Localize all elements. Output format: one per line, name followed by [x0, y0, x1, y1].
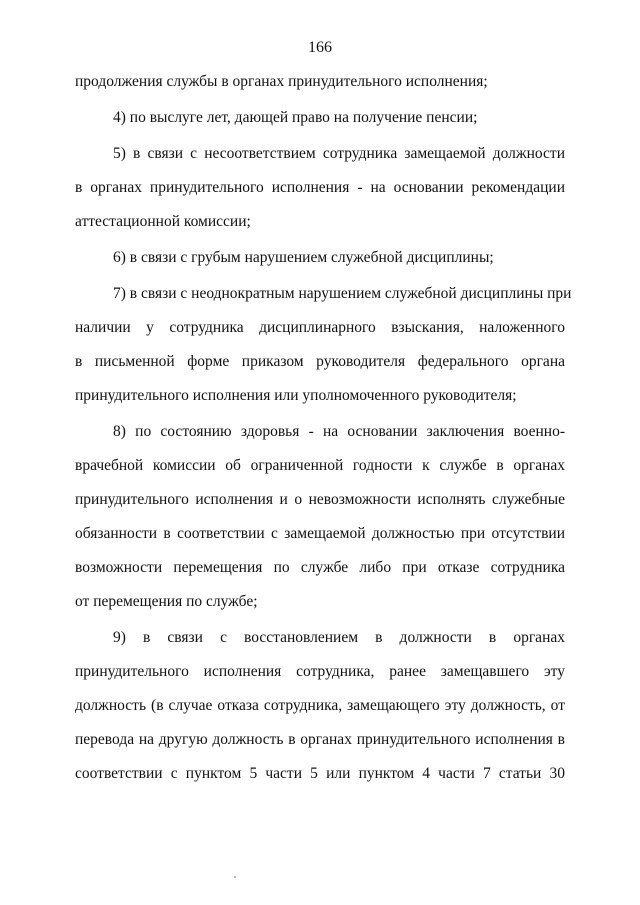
text-line: продолжения службы в органах принудительного исполнения; — [75, 73, 488, 90]
text-line: 6) в связи с грубым нарушением служебной дисциплины; — [113, 249, 494, 266]
text-line: наличии у сотрудника дисциплинарного взыскания, наложенного — [75, 319, 565, 336]
text-line: перевода на другую должность в органах принудительного исполнения в — [75, 731, 565, 748]
text-line: в органах принудительного исполнения - на основании рекомендации — [75, 179, 565, 196]
text-line: должность (в случае отказа сотрудника, замещающего эту должность, от — [75, 697, 565, 714]
text-line: принудительного исполнения или уполномоченного руководителя; — [75, 387, 517, 404]
text-line: 5) в связи с несоответствием сотрудника замещаемой должности — [113, 145, 565, 162]
text-line: принудительного исполнения и о невозможности исполнять служебные — [75, 491, 565, 508]
text-line: 8) по состоянию здоровья - на основании заключения военно- — [113, 423, 565, 440]
text-line: врачебной комиссии об ограниченной годности к службе в органах — [75, 457, 565, 474]
text-line: в письменной форме приказом руководителя федерального органа — [75, 353, 565, 370]
text-line: от перемещения по службе; — [75, 593, 258, 610]
text-line: соответствии с пунктом 5 части 5 или пунктом 4 части 7 статьи 30 — [75, 765, 565, 782]
scan-speck — [234, 876, 236, 878]
text-line: принудительного исполнения сотрудника, ранее замещавшего эту — [75, 663, 565, 680]
page-number: 166 — [308, 39, 332, 56]
text-line: 7) в связи с неоднократным нарушением служебной дисциплины при — [113, 285, 572, 302]
text-line: обязанности в соответствии с замещаемой должностью при отсутствии — [75, 525, 565, 542]
text-line: возможности перемещения по службе либо при отказе сотрудника — [75, 559, 565, 576]
text-line: 9) в связи с восстановлением в должности в органах — [113, 629, 565, 646]
text-line: 4) по выслуге лет, дающей право на получение пенсии; — [113, 109, 478, 126]
text-line: аттестационной комиссии; — [75, 213, 251, 230]
